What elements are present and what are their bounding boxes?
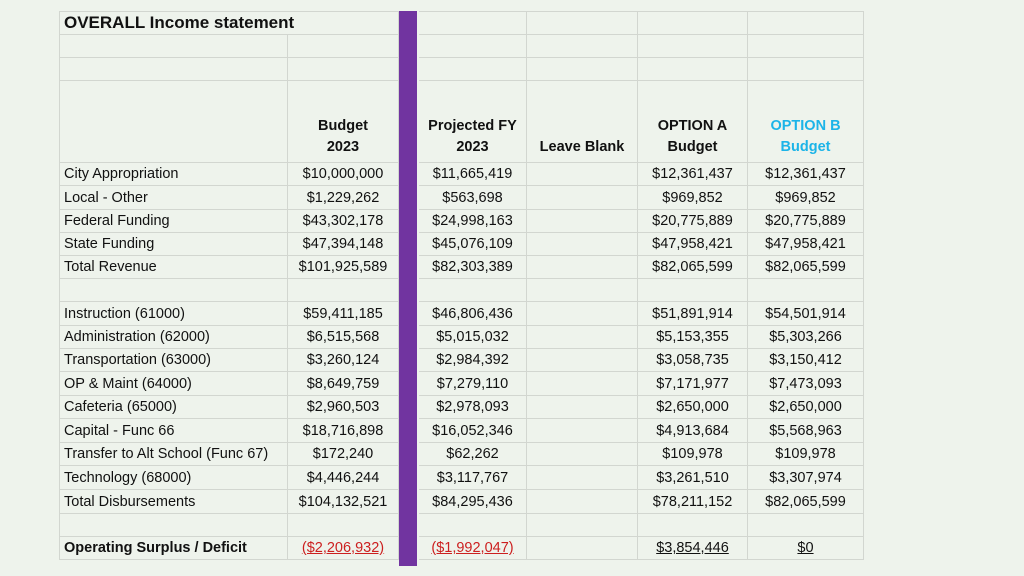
value-cell-option-a[interactable] — [638, 163, 748, 186]
row-label-text: State Funding — [64, 236, 155, 252]
row-label — [59, 302, 288, 326]
value-cell-projected[interactable] — [419, 419, 527, 443]
column-header-line: OPTION B — [770, 118, 841, 134]
purple-divider-bar — [399, 11, 417, 566]
empty-cell[interactable] — [419, 514, 527, 537]
cell-value: $78,211,152 — [652, 494, 733, 510]
row-label — [59, 372, 288, 396]
cell-value: $0 — [797, 540, 814, 556]
empty-cell[interactable] — [638, 11, 748, 35]
value-cell-projected[interactable] — [419, 256, 527, 279]
value-cell-option-a[interactable] — [638, 419, 748, 443]
value-cell-projected[interactable] — [419, 302, 527, 326]
value-cell-option-b[interactable] — [748, 210, 864, 233]
value-cell-blank[interactable] — [527, 372, 638, 396]
cell-value: $6,515,568 — [306, 329, 380, 345]
cell-value: $18,716,898 — [302, 423, 384, 439]
cell-value: $2,978,093 — [436, 399, 509, 415]
value-cell-option-b[interactable] — [748, 396, 864, 419]
cell-value: $12,361,437 — [652, 166, 733, 182]
cell-value: $2,984,392 — [436, 352, 509, 368]
cell-value: $7,473,093 — [769, 376, 842, 392]
cell-value: $3,260,124 — [306, 352, 380, 368]
empty-cell[interactable] — [59, 58, 288, 81]
empty-cell[interactable] — [419, 279, 527, 302]
cell-value: $5,568,963 — [769, 423, 842, 439]
value-cell-option-b[interactable] — [748, 443, 864, 466]
row-label — [59, 326, 288, 349]
empty-cell[interactable] — [527, 279, 638, 302]
column-header-option-b — [748, 81, 864, 163]
value-cell-budget[interactable] — [288, 466, 399, 490]
value-cell-blank[interactable] — [527, 349, 638, 372]
value-cell-projected[interactable] — [419, 326, 527, 349]
cell-value: $101,925,589 — [298, 259, 388, 275]
cell-value: $5,015,032 — [436, 329, 509, 345]
row-label — [59, 210, 288, 233]
cell-value: $11,665,419 — [432, 166, 513, 182]
value-cell-option-a[interactable] — [638, 349, 748, 372]
cell-value: $4,913,684 — [656, 423, 729, 439]
column-header-line: Budget — [780, 139, 831, 155]
value-cell-option-b[interactable] — [748, 466, 864, 490]
empty-cell[interactable] — [419, 58, 527, 81]
cell-value: $3,854,446 — [656, 540, 729, 556]
value-cell-budget[interactable] — [288, 396, 399, 419]
value-cell-option-a[interactable] — [638, 372, 748, 396]
cell-value: $3,150,412 — [769, 352, 842, 368]
row-label-text: Total Disbursements — [64, 494, 196, 510]
row-label-text: Total Revenue — [64, 259, 157, 275]
empty-cell[interactable] — [59, 279, 288, 302]
empty-cell[interactable] — [748, 58, 864, 81]
empty-cell[interactable] — [638, 35, 748, 58]
empty-cell[interactable] — [59, 514, 288, 537]
cell-value: $47,958,421 — [652, 236, 733, 252]
value-cell-budget[interactable] — [288, 233, 399, 256]
cell-value: $20,775,889 — [652, 213, 733, 229]
value-cell-projected[interactable] — [419, 349, 527, 372]
cell-value: $62,262 — [446, 446, 499, 462]
column-header-budget — [288, 81, 399, 163]
empty-cell[interactable] — [527, 58, 638, 81]
empty-cell[interactable] — [748, 11, 864, 35]
cell-value: $16,052,346 — [432, 423, 513, 439]
value-cell-blank[interactable] — [527, 466, 638, 490]
value-cell-option-a[interactable] — [638, 443, 748, 466]
cell-value: $54,501,914 — [765, 306, 846, 322]
value-cell-projected[interactable] — [419, 210, 527, 233]
value-cell-projected[interactable] — [419, 396, 527, 419]
cell-value: $563,698 — [442, 190, 503, 206]
value-cell-blank[interactable] — [527, 302, 638, 326]
row-label — [59, 349, 288, 372]
value-cell-option-b[interactable] — [748, 163, 864, 186]
value-cell-projected[interactable] — [419, 443, 527, 466]
value-cell-option-b[interactable] — [748, 349, 864, 372]
value-cell-blank[interactable] — [527, 256, 638, 279]
cell-value: $4,446,244 — [306, 470, 380, 486]
value-cell-budget[interactable] — [288, 443, 399, 466]
cell-value: $2,650,000 — [769, 399, 842, 415]
cell-value: $45,076,109 — [432, 236, 513, 252]
row-label-text: Federal Funding — [64, 213, 170, 229]
value-cell-option-a[interactable] — [638, 396, 748, 419]
column-header-line: Projected FY — [428, 118, 517, 134]
value-cell-blank[interactable] — [527, 537, 638, 560]
value-cell-projected[interactable] — [419, 466, 527, 490]
row-label-text: Capital - Func 66 — [64, 423, 175, 439]
value-cell-budget[interactable] — [288, 372, 399, 396]
value-cell-budget[interactable] — [288, 537, 399, 560]
empty-cell[interactable] — [419, 35, 527, 58]
value-cell-projected[interactable] — [419, 490, 527, 514]
row-label — [59, 466, 288, 490]
cell-value: $82,303,389 — [432, 259, 513, 275]
value-cell-option-b[interactable] — [748, 302, 864, 326]
empty-cell[interactable] — [527, 514, 638, 537]
empty-cell[interactable] — [638, 514, 748, 537]
value-cell-budget[interactable] — [288, 210, 399, 233]
cell-value: $2,960,503 — [306, 399, 380, 415]
cell-value: $172,240 — [312, 446, 374, 462]
cell-value: $3,117,767 — [436, 470, 509, 486]
cell-value: $82,065,599 — [765, 259, 846, 275]
cell-value: $5,303,266 — [769, 329, 842, 345]
empty-cell[interactable] — [638, 58, 748, 81]
sheet-title-text: OVERALL Income statement — [64, 13, 295, 32]
empty-cell[interactable] — [748, 279, 864, 302]
empty-cell[interactable] — [419, 11, 527, 35]
value-cell-option-b[interactable] — [748, 186, 864, 210]
value-cell-option-a[interactable] — [638, 186, 748, 210]
empty-cell[interactable] — [527, 11, 638, 35]
empty-cell[interactable] — [288, 35, 399, 58]
value-cell-budget[interactable] — [288, 326, 399, 349]
cell-value: $43,302,178 — [302, 213, 384, 229]
row-label — [59, 396, 288, 419]
value-cell-option-b[interactable] — [748, 256, 864, 279]
row-label — [59, 186, 288, 210]
row-label-text: Local - Other — [64, 190, 148, 206]
value-cell-blank[interactable] — [527, 210, 638, 233]
value-cell-blank[interactable] — [527, 186, 638, 210]
value-cell-budget[interactable] — [288, 186, 399, 210]
column-header-line: Leave Blank — [539, 139, 625, 155]
column-header-line: Budget — [667, 139, 718, 155]
empty-cell[interactable] — [288, 514, 399, 537]
row-label — [59, 443, 288, 466]
value-cell-budget[interactable] — [288, 302, 399, 326]
empty-cell[interactable] — [288, 58, 399, 81]
cell-value: $1,229,262 — [306, 190, 380, 206]
cell-value: $84,295,436 — [432, 494, 513, 510]
value-cell-projected[interactable] — [419, 163, 527, 186]
value-cell-blank[interactable] — [527, 419, 638, 443]
value-cell-option-a[interactable] — [638, 466, 748, 490]
row-label-text: Cafeteria (65000) — [64, 399, 177, 415]
row-label-text: Operating Surplus / Deficit — [64, 540, 247, 556]
empty-cell[interactable] — [748, 514, 864, 537]
column-header-blank — [527, 81, 638, 163]
value-cell-option-a[interactable] — [638, 326, 748, 349]
value-cell-blank[interactable] — [527, 326, 638, 349]
value-cell-blank[interactable] — [527, 443, 638, 466]
row-label-text: Instruction (61000) — [64, 306, 185, 322]
row-label-text: Technology (68000) — [64, 470, 192, 486]
column-header-option-a — [638, 81, 748, 163]
cell-value: $24,998,163 — [432, 213, 513, 229]
row-label — [59, 163, 288, 186]
value-cell-option-b[interactable] — [748, 233, 864, 256]
value-cell-option-b[interactable] — [748, 419, 864, 443]
value-cell-projected[interactable] — [419, 233, 527, 256]
value-cell-option-a[interactable] — [638, 256, 748, 279]
column-header-line: OPTION A — [657, 118, 728, 134]
cell-value: $46,806,436 — [432, 306, 513, 322]
row-label-text: City Appropriation — [64, 166, 179, 182]
row-label — [59, 233, 288, 256]
empty-cell[interactable] — [527, 35, 638, 58]
value-cell-blank[interactable] — [527, 490, 638, 514]
value-cell-budget[interactable] — [288, 349, 399, 372]
value-cell-projected[interactable] — [419, 537, 527, 560]
row-label-text: Administration (62000) — [64, 329, 210, 345]
value-cell-option-b[interactable] — [748, 490, 864, 514]
cell-value: $10,000,000 — [302, 166, 384, 182]
cell-value: $104,132,521 — [298, 494, 388, 510]
cell-value: $969,852 — [662, 190, 723, 206]
value-cell-option-a[interactable] — [638, 302, 748, 326]
column-header-projected — [419, 81, 527, 163]
empty-cell[interactable] — [59, 35, 288, 58]
row-label — [59, 256, 288, 279]
cell-value: $82,065,599 — [652, 259, 733, 275]
row-label-text: Transportation (63000) — [64, 352, 211, 368]
column-header-line: 2023 — [456, 139, 489, 155]
value-cell-option-b[interactable] — [748, 372, 864, 396]
cell-value: $109,978 — [775, 446, 836, 462]
cell-value: $82,065,599 — [765, 494, 846, 510]
cell-value: $3,261,510 — [656, 470, 729, 486]
cell-value: $59,411,185 — [303, 306, 383, 322]
cell-value: $12,361,437 — [765, 166, 846, 182]
row-label — [59, 419, 288, 443]
cell-value: ($1,992,047) — [431, 540, 514, 556]
value-cell-option-b[interactable] — [748, 537, 864, 560]
row-label — [59, 490, 288, 514]
empty-cell[interactable] — [748, 35, 864, 58]
value-cell-option-a[interactable] — [638, 233, 748, 256]
cell-value: $3,058,735 — [656, 352, 729, 368]
empty-cell[interactable] — [288, 279, 399, 302]
cell-value: $8,649,759 — [306, 376, 380, 392]
cell-value: $51,891,914 — [652, 306, 733, 322]
row-label — [59, 537, 288, 560]
cell-value: $7,279,110 — [436, 376, 509, 392]
cell-value: $47,958,421 — [765, 236, 846, 252]
cell-value: $47,394,148 — [302, 236, 384, 252]
value-cell-blank[interactable] — [527, 163, 638, 186]
cell-value: $7,171,977 — [656, 376, 729, 392]
value-cell-budget[interactable] — [288, 490, 399, 514]
row-label-text: OP & Maint (64000) — [64, 376, 192, 392]
value-cell-budget[interactable] — [288, 419, 399, 443]
value-cell-option-a[interactable] — [638, 537, 748, 560]
cell-value: $2,650,000 — [656, 399, 729, 415]
cell-value: $3,307,974 — [769, 470, 842, 486]
cell-value: $109,978 — [662, 446, 723, 462]
value-cell-blank[interactable] — [527, 396, 638, 419]
column-header-line: Budget — [318, 118, 368, 134]
value-cell-budget[interactable] — [288, 256, 399, 279]
value-cell-budget[interactable] — [288, 163, 399, 186]
cell-value: $5,153,355 — [656, 329, 729, 345]
income-statement-sheet — [59, 11, 864, 566]
value-cell-option-b[interactable] — [748, 326, 864, 349]
cell-value: $969,852 — [775, 190, 836, 206]
empty-cell[interactable] — [638, 279, 748, 302]
cell-value: $20,775,889 — [765, 213, 846, 229]
value-cell-option-a[interactable] — [638, 210, 748, 233]
cell-value: ($2,206,932) — [301, 540, 385, 556]
column-header-line: 2023 — [326, 139, 360, 155]
header-empty-cell[interactable] — [59, 81, 288, 163]
value-cell-option-a[interactable] — [638, 490, 748, 514]
value-cell-blank[interactable] — [527, 233, 638, 256]
sheet-title — [59, 11, 399, 35]
value-cell-projected[interactable] — [419, 372, 527, 396]
row-label-text: Transfer to Alt School (Func 67) — [64, 446, 269, 462]
value-cell-projected[interactable] — [419, 186, 527, 210]
